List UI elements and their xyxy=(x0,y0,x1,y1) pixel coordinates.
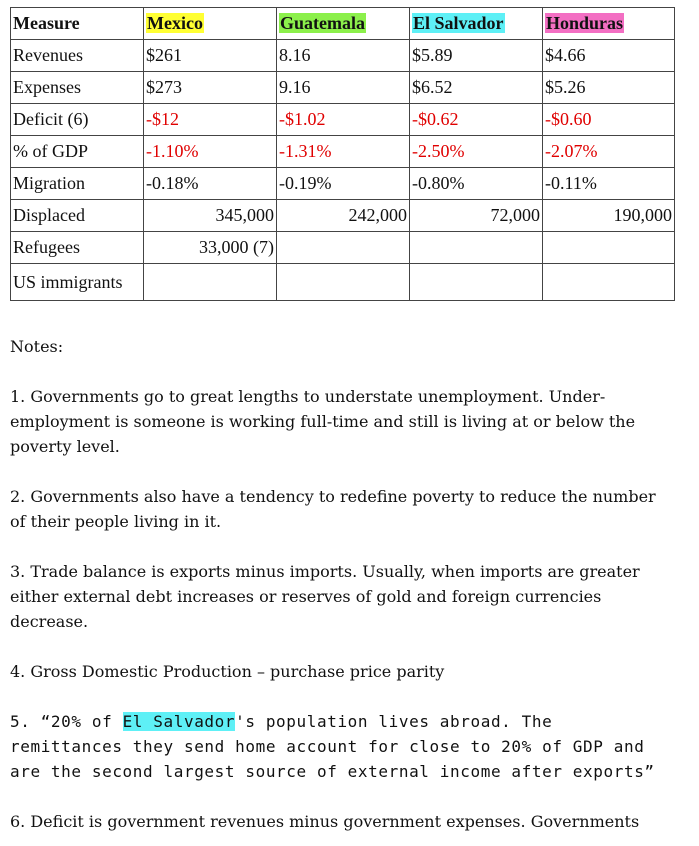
row-label: Refugees xyxy=(11,232,144,264)
header-guatemala xyxy=(277,8,410,40)
note-6: 6. Deficit is government revenues minus government expenses. Governments xyxy=(10,812,640,831)
cell-mexico: -$12 xyxy=(144,104,277,136)
note-4: 4. Gross Domestic Production – purchase price parity xyxy=(10,662,445,681)
cell-mexico: 345,000 xyxy=(144,200,277,232)
header-measure xyxy=(11,8,144,40)
cell-guatemala: 8.16 xyxy=(277,40,410,72)
cell-honduras xyxy=(543,232,675,264)
row-label: US immigrants xyxy=(11,264,144,301)
cell-honduras: 190,000 xyxy=(543,200,675,232)
cell-honduras: -0.11% xyxy=(543,168,675,200)
cell-el-salvador: $5.89 xyxy=(410,40,543,72)
header-mexico xyxy=(144,8,277,40)
notes-section xyxy=(10,334,672,834)
table-header-row xyxy=(11,8,675,40)
cell-el-salvador: -2.50% xyxy=(410,136,543,168)
cell-mexico: $261 xyxy=(144,40,277,72)
table-row-us-immigrants xyxy=(11,264,675,301)
row-label: Revenues xyxy=(11,40,144,72)
table-row-refugees xyxy=(11,232,675,264)
cell-el-salvador: -0.80% xyxy=(410,168,543,200)
cell-el-salvador: 72,000 xyxy=(410,200,543,232)
cell-guatemala xyxy=(277,232,410,264)
cell-mexico: -0.18% xyxy=(144,168,277,200)
header-guatemala-label: Guatemala xyxy=(280,13,365,33)
cell-guatemala: -$1.02 xyxy=(277,104,410,136)
cell-mexico: -1.10% xyxy=(144,136,277,168)
table-row-expenses xyxy=(11,72,675,104)
cell-el-salvador xyxy=(410,232,543,264)
note-2: 2. Governments also have a tendency to redefine poverty to reduce the number of their people living in it. xyxy=(10,487,656,531)
cell-guatemala: 242,000 xyxy=(277,200,410,232)
header-honduras-label: Honduras xyxy=(546,13,624,33)
note-5-prefix: 5. “20% of xyxy=(10,712,123,731)
cell-guatemala: -0.19% xyxy=(277,168,410,200)
cell-honduras: -$0.60 xyxy=(543,104,675,136)
row-label: Expenses xyxy=(11,72,144,104)
cell-el-salvador xyxy=(410,264,543,301)
header-measure-label: Measure xyxy=(13,13,80,33)
note-5-rest: 's population lives abroad. The remittances they send home account for close to 20% of GDP and are the second largest source of external income after exports” xyxy=(10,712,655,781)
note-1: 1. Governments go to great lengths to understate unemployment. Under-employment is someone is working full-time and still is living at or below the poverty level. xyxy=(10,387,636,456)
header-mexico-label: Mexico xyxy=(147,13,203,33)
table-row-gdp-percent xyxy=(11,136,675,168)
cell-honduras: $4.66 xyxy=(543,40,675,72)
country-data-table xyxy=(10,7,675,301)
cell-mexico: $273 xyxy=(144,72,277,104)
cell-honduras: -2.07% xyxy=(543,136,675,168)
table-row-deficit xyxy=(11,104,675,136)
cell-guatemala: 9.16 xyxy=(277,72,410,104)
note-5-highlight: El Salvador xyxy=(122,712,236,731)
notes-heading: Notes: xyxy=(10,337,64,356)
cell-guatemala xyxy=(277,264,410,301)
header-honduras xyxy=(543,8,675,40)
row-label: Migration xyxy=(11,168,144,200)
cell-mexico xyxy=(144,264,277,301)
row-label: Deficit (6) xyxy=(11,104,144,136)
cell-honduras xyxy=(543,264,675,301)
table-row-displaced xyxy=(11,200,675,232)
table-row-revenues xyxy=(11,40,675,72)
cell-guatemala: -1.31% xyxy=(277,136,410,168)
cell-el-salvador: -$0.62 xyxy=(410,104,543,136)
note-3: 3. Trade balance is exports minus imports. Usually, when imports are greater either external debt increases or reserves of gold and foreign currencies decrease. xyxy=(10,562,640,631)
cell-honduras: $5.26 xyxy=(543,72,675,104)
row-label: Displaced xyxy=(11,200,144,232)
header-el-salvador-label: El Salvador xyxy=(413,13,504,33)
cell-el-salvador: $6.52 xyxy=(410,72,543,104)
note-5 xyxy=(10,709,672,784)
row-label: % of GDP xyxy=(11,136,144,168)
cell-mexico: 33,000 (7) xyxy=(144,232,277,264)
table-row-migration xyxy=(11,168,675,200)
header-el-salvador xyxy=(410,8,543,40)
